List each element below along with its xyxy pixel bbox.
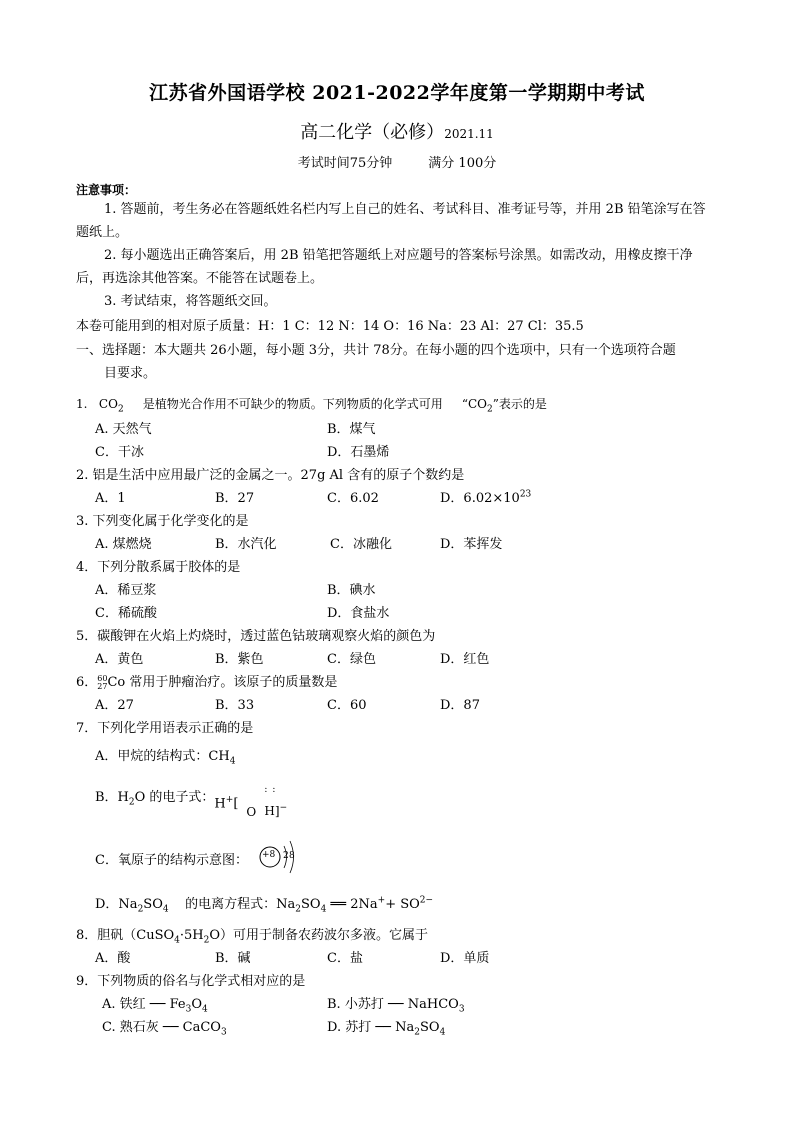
q1-option-a: A. 天然气 bbox=[95, 422, 152, 437]
nuclide-numbers: 60 27 bbox=[97, 673, 108, 691]
notice-item-3: 3. 考试结束，将答题纸交回。 bbox=[104, 294, 277, 309]
q2-option-d: D．$6.02\times 10^{23}$ bbox=[440, 489, 532, 506]
question-3: 3. 下列变化属于化学变化的是 bbox=[76, 514, 249, 529]
question-2: 2. 铝是生活中应用最广泛的金属之一。27g Al 含有的原子个数约是 bbox=[76, 468, 465, 483]
q5-option-d: D．红色 bbox=[440, 652, 490, 667]
q5-option-b: B．紫色 bbox=[215, 652, 264, 667]
atomic-masses: 本卷可能用到的相对原子质量：H：1 C：12 N：14 O：16 Na：23 Al：27 Cl：35.5 bbox=[76, 319, 584, 334]
q9-option-c: C. 熟石灰 ── CaCO$_3$ bbox=[102, 1020, 227, 1038]
q4-option-a: A．稀豆浆 bbox=[95, 583, 157, 598]
q3-option-b: B．水汽化 bbox=[215, 537, 277, 552]
q8-option-b: B．碱 bbox=[215, 951, 251, 966]
q1-option-c: C．干冰 bbox=[95, 445, 144, 460]
question-7: 7．下列化学用语表示正确的是 bbox=[76, 721, 254, 736]
question-1: 1. $CO_2$ 是植物光合作用不可缺少的物质。下列物质的化学式可用 “$CO_2$”表示的是 bbox=[76, 397, 547, 415]
notice-item-1: 1. 答题前，考生务必在答题纸姓名栏内写上自己的姓名、考试科目、准考证号等，并用 2B 铅笔涂写在答题纸上。 bbox=[76, 202, 706, 240]
subject-label: 高二化学（必修） bbox=[300, 122, 445, 143]
exam-date: 2021.11 bbox=[444, 127, 494, 141]
q8-option-c: C．盐 bbox=[327, 951, 363, 966]
notice-item-2: 2. 每小题选出正确答案后，用 2B 铅笔把答题纸上对应题号的答案标号涂黑。如需改动，用橡皮擦干净后，再选涂其他答案。不能答在试题卷上。 bbox=[76, 248, 693, 286]
q3-option-c: C．冰融化 bbox=[330, 537, 392, 552]
q5-option-a: A．黄色 bbox=[95, 652, 144, 667]
question-4: 4．下列分散系属于胶体的是 bbox=[76, 560, 241, 575]
oxygen-atom-diagram bbox=[258, 838, 308, 874]
q2-option-a: A．1 bbox=[95, 491, 126, 506]
q5-option-c: C．绿色 bbox=[327, 652, 376, 667]
q3-option-a: A. 煤燃烧 bbox=[95, 537, 152, 552]
q9-option-d: D. 苏打 ── $Na_2SO_4$ bbox=[327, 1020, 446, 1038]
q2-option-c: C．6.02 bbox=[327, 491, 379, 506]
shell-electrons-2: 8 bbox=[289, 851, 295, 861]
exam-subtitle bbox=[0, 118, 794, 144]
q7-option-b: B．$H_2O$ 的电子式： H+[ O : : H]− bbox=[95, 785, 288, 819]
q4-option-d: D．食盐水 bbox=[327, 606, 390, 621]
q8-option-a: A．酸 bbox=[95, 951, 131, 966]
question-8: 8．胆矾$(CuSO_4\cdot 5H_2O)$可用于制备农药波尔多液。它属于 bbox=[76, 928, 429, 946]
q6-option-c: C．60 bbox=[327, 698, 367, 713]
q6-option-a: A．27 bbox=[95, 698, 134, 713]
q6-option-b: B．33 bbox=[215, 698, 255, 713]
nucleus-charge: +8 bbox=[262, 850, 276, 860]
q4-option-c: C．稀硫酸 bbox=[95, 606, 157, 621]
section-heading: 一、选择题：本大题共 26小题，每小题 3分，共计 78分。在每小题的四个选项中，只有一个选项符合题 bbox=[76, 343, 676, 358]
q8-option-d: D．单质 bbox=[440, 951, 490, 966]
exam-time: 考试时间75分钟 bbox=[297, 156, 393, 171]
q7-option-a: A．甲烷的结构式：$CH_4$ bbox=[95, 749, 236, 767]
q9-option-b: B. 小苏打 ── NaHCO$_3$ bbox=[327, 997, 465, 1015]
q7-option-d: D．$Na_2SO_4$ 的电离方程式：$Na_2SO_4$ ══ $2Na^++ SO^{2-}$ bbox=[95, 895, 434, 915]
section-heading-cont: 目要求。 bbox=[104, 366, 157, 381]
exam-score: 满分 100分 bbox=[428, 156, 497, 171]
q4-option-b: B．碘水 bbox=[327, 583, 376, 598]
lone-pair-dots-top: : : bbox=[264, 785, 277, 795]
exam-title: 江苏省外国语学校 2021-2022学年度第一学期期中考试 bbox=[149, 82, 645, 104]
q9-option-a: A. 铁红 ── $Fe_3O_4$ bbox=[102, 997, 208, 1015]
q1-option-b: B．煤气 bbox=[327, 422, 376, 437]
question-5: 5．碳酸钾在火焰上灼烧时，透过蓝色钴玻璃观察火焰的颜色为 bbox=[76, 629, 436, 644]
q2-option-b: B．27 bbox=[215, 491, 255, 506]
question-9: 9．下列物质的俗名与化学式相对应的是 bbox=[76, 974, 306, 989]
q1-option-d: D．石墨烯 bbox=[327, 445, 390, 460]
notice-label: 注意事项： bbox=[76, 183, 137, 197]
q7-option-c: C．氧原子的结构示意图： bbox=[95, 853, 248, 868]
exam-meta bbox=[0, 152, 794, 171]
q6-option-d: D．87 bbox=[440, 698, 480, 713]
question-6: 6．60 27Co 常用于肿瘤治疗。该原子的质量数是 bbox=[76, 673, 338, 691]
q3-option-d: D．苯挥发 bbox=[440, 537, 503, 552]
shell-electrons-1: 2 bbox=[283, 851, 289, 861]
